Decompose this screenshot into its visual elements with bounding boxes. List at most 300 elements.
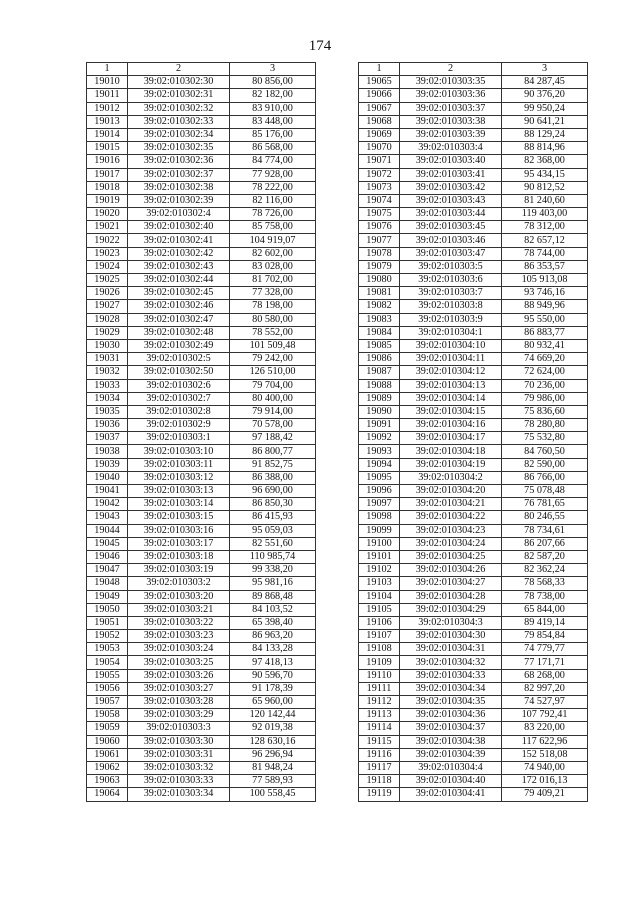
value-cell: 86 766,00 <box>502 471 588 484</box>
row-number-cell: 19022 <box>87 234 128 247</box>
value-cell: 68 268,00 <box>502 669 588 682</box>
table-row <box>359 722 588 735</box>
row-number-cell: 19088 <box>359 379 400 392</box>
table-row <box>87 682 316 695</box>
value-cell: 89 868,48 <box>230 590 316 603</box>
cadastral-number-cell: 39:02:010304:34 <box>400 682 502 695</box>
row-number-cell: 19112 <box>359 696 400 709</box>
cadastral-number-cell: 39:02:010303:7 <box>400 287 502 300</box>
row-number-cell: 19103 <box>359 577 400 590</box>
row-number-cell: 19077 <box>359 234 400 247</box>
row-number-cell: 19110 <box>359 669 400 682</box>
cadastral-number-cell: 39:02:010303:9 <box>400 313 502 326</box>
value-cell: 65 844,00 <box>502 603 588 616</box>
row-number-cell: 19055 <box>87 669 128 682</box>
value-cell: 90 641,21 <box>502 115 588 128</box>
value-cell: 85 176,00 <box>230 128 316 141</box>
header-row <box>359 63 588 76</box>
table-row <box>359 656 588 669</box>
row-number-cell: 19030 <box>87 339 128 352</box>
table-row <box>87 208 316 221</box>
value-cell: 82 182,00 <box>230 89 316 102</box>
row-number-cell: 19116 <box>359 748 400 761</box>
table-row <box>87 155 316 168</box>
value-cell: 79 914,00 <box>230 405 316 418</box>
value-cell: 70 236,00 <box>502 379 588 392</box>
value-cell: 81 240,60 <box>502 194 588 207</box>
row-number-cell: 19058 <box>87 709 128 722</box>
value-cell: 74 669,20 <box>502 353 588 366</box>
table-row <box>359 669 588 682</box>
row-number-cell: 19012 <box>87 102 128 115</box>
table-row <box>87 432 316 445</box>
cadastral-number-cell: 39:02:010302:37 <box>128 168 230 181</box>
row-number-cell: 19049 <box>87 590 128 603</box>
value-cell: 77 589,93 <box>230 775 316 788</box>
value-cell: 84 103,52 <box>230 603 316 616</box>
value-cell: 107 792,41 <box>502 709 588 722</box>
table-row <box>87 471 316 484</box>
row-number-cell: 19040 <box>87 471 128 484</box>
row-number-cell: 19105 <box>359 603 400 616</box>
row-number-cell: 19071 <box>359 155 400 168</box>
value-cell: 97 188,42 <box>230 432 316 445</box>
value-cell: 91 852,75 <box>230 458 316 471</box>
table-row <box>87 722 316 735</box>
row-number-cell: 19100 <box>359 537 400 550</box>
row-number-cell: 19021 <box>87 221 128 234</box>
cadastral-number-cell: 39:02:010303:39 <box>400 128 502 141</box>
value-cell: 93 746,16 <box>502 287 588 300</box>
value-cell: 86 800,77 <box>230 445 316 458</box>
table-row <box>87 616 316 629</box>
cadastral-number-cell: 39:02:010303:18 <box>128 550 230 563</box>
cadastral-number-cell: 39:02:010304:17 <box>400 432 502 445</box>
cadastral-number-cell: 39:02:010303:6 <box>400 274 502 287</box>
row-number-cell: 19064 <box>87 788 128 801</box>
value-cell: 83 028,00 <box>230 260 316 273</box>
value-cell: 79 242,00 <box>230 353 316 366</box>
table-row <box>87 524 316 537</box>
value-cell: 84 133,28 <box>230 643 316 656</box>
value-cell: 83 448,00 <box>230 115 316 128</box>
cadastral-number-cell: 39:02:010304:4 <box>400 761 502 774</box>
table-row <box>87 392 316 405</box>
value-cell: 78 734,61 <box>502 524 588 537</box>
table-row <box>359 788 588 801</box>
value-cell: 77 171,71 <box>502 656 588 669</box>
row-number-cell: 19050 <box>87 603 128 616</box>
value-cell: 84 287,45 <box>502 76 588 89</box>
row-number-cell: 19044 <box>87 524 128 537</box>
row-number-cell: 19085 <box>359 339 400 352</box>
table-row <box>87 498 316 511</box>
header-row <box>87 63 316 76</box>
cadastral-number-cell: 39:02:010304:27 <box>400 577 502 590</box>
row-number-cell: 19056 <box>87 682 128 695</box>
cadastral-number-cell: 39:02:010303:36 <box>400 89 502 102</box>
cadastral-number-cell: 39:02:010302:46 <box>128 300 230 313</box>
row-number-cell: 19087 <box>359 366 400 379</box>
row-number-cell: 19114 <box>359 722 400 735</box>
cadastral-number-cell: 39:02:010304:40 <box>400 775 502 788</box>
table-row <box>87 234 316 247</box>
right-table <box>358 62 588 802</box>
row-number-cell: 19070 <box>359 142 400 155</box>
row-number-cell: 19023 <box>87 247 128 260</box>
left-table <box>86 62 316 802</box>
value-cell: 78 198,00 <box>230 300 316 313</box>
cadastral-number-cell: 39:02:010304:18 <box>400 445 502 458</box>
value-cell: 78 726,00 <box>230 208 316 221</box>
cadastral-number-cell: 39:02:010304:41 <box>400 788 502 801</box>
row-number-cell: 19025 <box>87 274 128 287</box>
row-number-cell: 19078 <box>359 247 400 260</box>
row-number-cell: 19051 <box>87 616 128 629</box>
row-number-cell: 19047 <box>87 564 128 577</box>
value-cell: 80 856,00 <box>230 76 316 89</box>
value-cell: 82 590,00 <box>502 458 588 471</box>
cadastral-number-cell: 39:02:010304:14 <box>400 392 502 405</box>
row-number-cell: 19031 <box>87 353 128 366</box>
row-number-cell: 19053 <box>87 643 128 656</box>
table-row <box>359 432 588 445</box>
cadastral-number-cell: 39:02:010304:15 <box>400 405 502 418</box>
row-number-cell: 19029 <box>87 326 128 339</box>
value-cell: 95 981,16 <box>230 577 316 590</box>
cadastral-number-cell: 39:02:010302:49 <box>128 339 230 352</box>
row-number-cell: 19117 <box>359 761 400 774</box>
value-cell: 86 850,30 <box>230 498 316 511</box>
table-row <box>359 208 588 221</box>
cadastral-number-cell: 39:02:010303:28 <box>128 696 230 709</box>
value-cell: 78 738,00 <box>502 590 588 603</box>
cadastral-number-cell: 39:02:010302:6 <box>128 379 230 392</box>
row-number-cell: 19015 <box>87 142 128 155</box>
cadastral-number-cell: 39:02:010303:13 <box>128 485 230 498</box>
table-row <box>87 221 316 234</box>
row-number-cell: 19039 <box>87 458 128 471</box>
value-cell: 85 758,00 <box>230 221 316 234</box>
row-number-cell: 19017 <box>87 168 128 181</box>
row-number-cell: 19086 <box>359 353 400 366</box>
row-number-cell: 19068 <box>359 115 400 128</box>
value-cell: 84 774,00 <box>230 155 316 168</box>
value-cell: 78 552,00 <box>230 326 316 339</box>
value-cell: 65 960,00 <box>230 696 316 709</box>
cadastral-number-cell: 39:02:010303:46 <box>400 234 502 247</box>
table-row <box>359 458 588 471</box>
cadastral-number-cell: 39:02:010302:48 <box>128 326 230 339</box>
cadastral-number-cell: 39:02:010303:21 <box>128 603 230 616</box>
value-cell: 88 814,96 <box>502 142 588 155</box>
value-cell: 79 409,21 <box>502 788 588 801</box>
table-row <box>359 550 588 563</box>
cadastral-number-cell: 39:02:010303:17 <box>128 537 230 550</box>
table-row <box>87 326 316 339</box>
value-cell: 86 353,57 <box>502 260 588 273</box>
cadastral-number-cell: 39:02:010303:44 <box>400 208 502 221</box>
value-cell: 126 510,00 <box>230 366 316 379</box>
table-row <box>87 142 316 155</box>
row-number-cell: 19035 <box>87 405 128 418</box>
table-row <box>359 115 588 128</box>
table-row <box>359 603 588 616</box>
cadastral-number-cell: 39:02:010303:43 <box>400 194 502 207</box>
value-cell: 79 854,84 <box>502 630 588 643</box>
cadastral-number-cell: 39:02:010304:13 <box>400 379 502 392</box>
table-row <box>359 485 588 498</box>
table-row <box>359 775 588 788</box>
row-number-cell: 19113 <box>359 709 400 722</box>
row-number-cell: 19074 <box>359 194 400 207</box>
cadastral-number-cell: 39:02:010303:27 <box>128 682 230 695</box>
table-row <box>359 181 588 194</box>
row-number-cell: 19034 <box>87 392 128 405</box>
row-number-cell: 19052 <box>87 630 128 643</box>
row-number-cell: 19081 <box>359 287 400 300</box>
cadastral-number-cell: 39:02:010302:31 <box>128 89 230 102</box>
row-number-cell: 19037 <box>87 432 128 445</box>
value-cell: 86 207,66 <box>502 537 588 550</box>
row-number-cell: 19028 <box>87 313 128 326</box>
cadastral-number-cell: 39:02:010304:2 <box>400 471 502 484</box>
value-cell: 95 550,00 <box>502 313 588 326</box>
value-cell: 91 178,39 <box>230 682 316 695</box>
cadastral-number-cell: 39:02:010303:25 <box>128 656 230 669</box>
table-row <box>87 405 316 418</box>
cadastral-number-cell: 39:02:010303:4 <box>400 142 502 155</box>
row-number-cell: 19118 <box>359 775 400 788</box>
cadastral-number-cell: 39:02:010304:12 <box>400 366 502 379</box>
value-cell: 90 376,20 <box>502 89 588 102</box>
value-cell: 82 551,60 <box>230 537 316 550</box>
cadastral-number-cell: 39:02:010304:26 <box>400 564 502 577</box>
cadastral-number-cell: 39:02:010302:50 <box>128 366 230 379</box>
value-cell: 78 222,00 <box>230 181 316 194</box>
value-cell: 78 280,80 <box>502 419 588 432</box>
table-row <box>87 643 316 656</box>
value-cell: 78 568,33 <box>502 577 588 590</box>
table-row <box>359 735 588 748</box>
row-number-cell: 19069 <box>359 128 400 141</box>
value-cell: 81 948,24 <box>230 761 316 774</box>
table-row <box>359 564 588 577</box>
table-row <box>87 748 316 761</box>
table-row <box>87 76 316 89</box>
row-number-cell: 19018 <box>87 181 128 194</box>
value-cell: 119 403,00 <box>502 208 588 221</box>
row-number-cell: 19106 <box>359 616 400 629</box>
cadastral-number-cell: 39:02:010302:9 <box>128 419 230 432</box>
header-cell: 3 <box>230 63 316 76</box>
cadastral-number-cell: 39:02:010303:32 <box>128 761 230 774</box>
value-cell: 82 116,00 <box>230 194 316 207</box>
cadastral-number-cell: 39:02:010304:3 <box>400 616 502 629</box>
row-number-cell: 19080 <box>359 274 400 287</box>
table-row <box>87 445 316 458</box>
cadastral-number-cell: 39:02:010303:8 <box>400 300 502 313</box>
value-cell: 101 509,48 <box>230 339 316 352</box>
table-row <box>359 76 588 89</box>
cadastral-number-cell: 39:02:010304:31 <box>400 643 502 656</box>
value-cell: 99 950,24 <box>502 102 588 115</box>
cadastral-number-cell: 39:02:010303:20 <box>128 590 230 603</box>
cadastral-number-cell: 39:02:010302:30 <box>128 76 230 89</box>
table-row <box>359 313 588 326</box>
cadastral-number-cell: 39:02:010303:3 <box>128 722 230 735</box>
value-cell: 78 744,00 <box>502 247 588 260</box>
table-row <box>359 392 588 405</box>
row-number-cell: 19096 <box>359 485 400 498</box>
row-number-cell: 19024 <box>87 260 128 273</box>
value-cell: 75 532,80 <box>502 432 588 445</box>
cadastral-number-cell: 39:02:010302:33 <box>128 115 230 128</box>
cadastral-number-cell: 39:02:010303:33 <box>128 775 230 788</box>
cadastral-number-cell: 39:02:010303:5 <box>400 260 502 273</box>
cadastral-number-cell: 39:02:010303:1 <box>128 432 230 445</box>
value-cell: 86 883,77 <box>502 326 588 339</box>
value-cell: 81 702,00 <box>230 274 316 287</box>
cadastral-number-cell: 39:02:010302:7 <box>128 392 230 405</box>
table-row <box>87 590 316 603</box>
row-number-cell: 19115 <box>359 735 400 748</box>
value-cell: 80 246,55 <box>502 511 588 524</box>
cadastral-number-cell: 39:02:010302:5 <box>128 353 230 366</box>
table-row <box>359 616 588 629</box>
row-number-cell: 19076 <box>359 221 400 234</box>
row-number-cell: 19036 <box>87 419 128 432</box>
row-number-cell: 19063 <box>87 775 128 788</box>
value-cell: 76 781,65 <box>502 498 588 511</box>
value-cell: 72 624,00 <box>502 366 588 379</box>
cadastral-number-cell: 39:02:010303:42 <box>400 181 502 194</box>
row-number-cell: 19073 <box>359 181 400 194</box>
row-number-cell: 19033 <box>87 379 128 392</box>
header-cell: 1 <box>359 63 400 76</box>
row-number-cell: 19075 <box>359 208 400 221</box>
row-number-cell: 19102 <box>359 564 400 577</box>
header-cell: 2 <box>128 63 230 76</box>
value-cell: 82 587,20 <box>502 550 588 563</box>
row-number-cell: 19043 <box>87 511 128 524</box>
cadastral-number-cell: 39:02:010304:36 <box>400 709 502 722</box>
value-cell: 75 078,48 <box>502 485 588 498</box>
table-row <box>87 550 316 563</box>
cadastral-number-cell: 39:02:010304:39 <box>400 748 502 761</box>
table-row <box>359 300 588 313</box>
cadastral-number-cell: 39:02:010303:47 <box>400 247 502 260</box>
row-number-cell: 19045 <box>87 537 128 550</box>
row-number-cell: 19098 <box>359 511 400 524</box>
table-row <box>87 761 316 774</box>
cadastral-number-cell: 39:02:010303:38 <box>400 115 502 128</box>
value-cell: 96 296,94 <box>230 748 316 761</box>
row-number-cell: 19066 <box>359 89 400 102</box>
value-cell: 86 415,93 <box>230 511 316 524</box>
value-cell: 99 338,20 <box>230 564 316 577</box>
cadastral-number-cell: 39:02:010304:21 <box>400 498 502 511</box>
cadastral-number-cell: 39:02:010303:14 <box>128 498 230 511</box>
row-number-cell: 19032 <box>87 366 128 379</box>
cadastral-number-cell: 39:02:010304:19 <box>400 458 502 471</box>
row-number-cell: 19093 <box>359 445 400 458</box>
table-row <box>359 511 588 524</box>
table-row <box>87 339 316 352</box>
header-cell: 1 <box>87 63 128 76</box>
value-cell: 82 997,20 <box>502 682 588 695</box>
row-number-cell: 19016 <box>87 155 128 168</box>
value-cell: 80 580,00 <box>230 313 316 326</box>
row-number-cell: 19013 <box>87 115 128 128</box>
cadastral-number-cell: 39:02:010304:37 <box>400 722 502 735</box>
table-row <box>87 564 316 577</box>
row-number-cell: 19062 <box>87 761 128 774</box>
row-number-cell: 19101 <box>359 550 400 563</box>
table-row <box>87 260 316 273</box>
table-row <box>87 656 316 669</box>
row-number-cell: 19072 <box>359 168 400 181</box>
cadastral-number-cell: 39:02:010304:24 <box>400 537 502 550</box>
value-cell: 82 362,24 <box>502 564 588 577</box>
table-row <box>87 89 316 102</box>
row-number-cell: 19048 <box>87 577 128 590</box>
table-row <box>87 709 316 722</box>
table-row <box>359 339 588 352</box>
table-row <box>87 128 316 141</box>
cadastral-number-cell: 39:02:010302:32 <box>128 102 230 115</box>
value-cell: 74 779,77 <box>502 643 588 656</box>
value-cell: 90 596,70 <box>230 669 316 682</box>
table-row <box>87 181 316 194</box>
row-number-cell: 19020 <box>87 208 128 221</box>
table-row <box>87 168 316 181</box>
value-cell: 152 518,08 <box>502 748 588 761</box>
cadastral-number-cell: 39:02:010303:40 <box>400 155 502 168</box>
value-cell: 172 016,13 <box>502 775 588 788</box>
header-cell: 3 <box>502 63 588 76</box>
table-row <box>87 458 316 471</box>
table-row <box>87 511 316 524</box>
row-number-cell: 19014 <box>87 128 128 141</box>
cadastral-number-cell: 39:02:010303:29 <box>128 709 230 722</box>
table-row <box>359 761 588 774</box>
row-number-cell: 19084 <box>359 326 400 339</box>
cadastral-number-cell: 39:02:010303:19 <box>128 564 230 577</box>
cadastral-number-cell: 39:02:010302:36 <box>128 155 230 168</box>
value-cell: 74 940,00 <box>502 761 588 774</box>
cadastral-number-cell: 39:02:010303:31 <box>128 748 230 761</box>
row-number-cell: 19027 <box>87 300 128 313</box>
row-number-cell: 19042 <box>87 498 128 511</box>
table-row <box>87 775 316 788</box>
cadastral-number-cell: 39:02:010303:23 <box>128 630 230 643</box>
table-row <box>359 353 588 366</box>
value-cell: 120 142,44 <box>230 709 316 722</box>
row-number-cell: 19082 <box>359 300 400 313</box>
cadastral-number-cell: 39:02:010304:35 <box>400 696 502 709</box>
row-number-cell: 19109 <box>359 656 400 669</box>
row-number-cell: 19079 <box>359 260 400 273</box>
table-row <box>359 748 588 761</box>
row-number-cell: 19010 <box>87 76 128 89</box>
table-row <box>87 313 316 326</box>
value-cell: 83 910,00 <box>230 102 316 115</box>
table-row <box>359 643 588 656</box>
value-cell: 110 985,74 <box>230 550 316 563</box>
row-number-cell: 19119 <box>359 788 400 801</box>
table-row <box>359 326 588 339</box>
